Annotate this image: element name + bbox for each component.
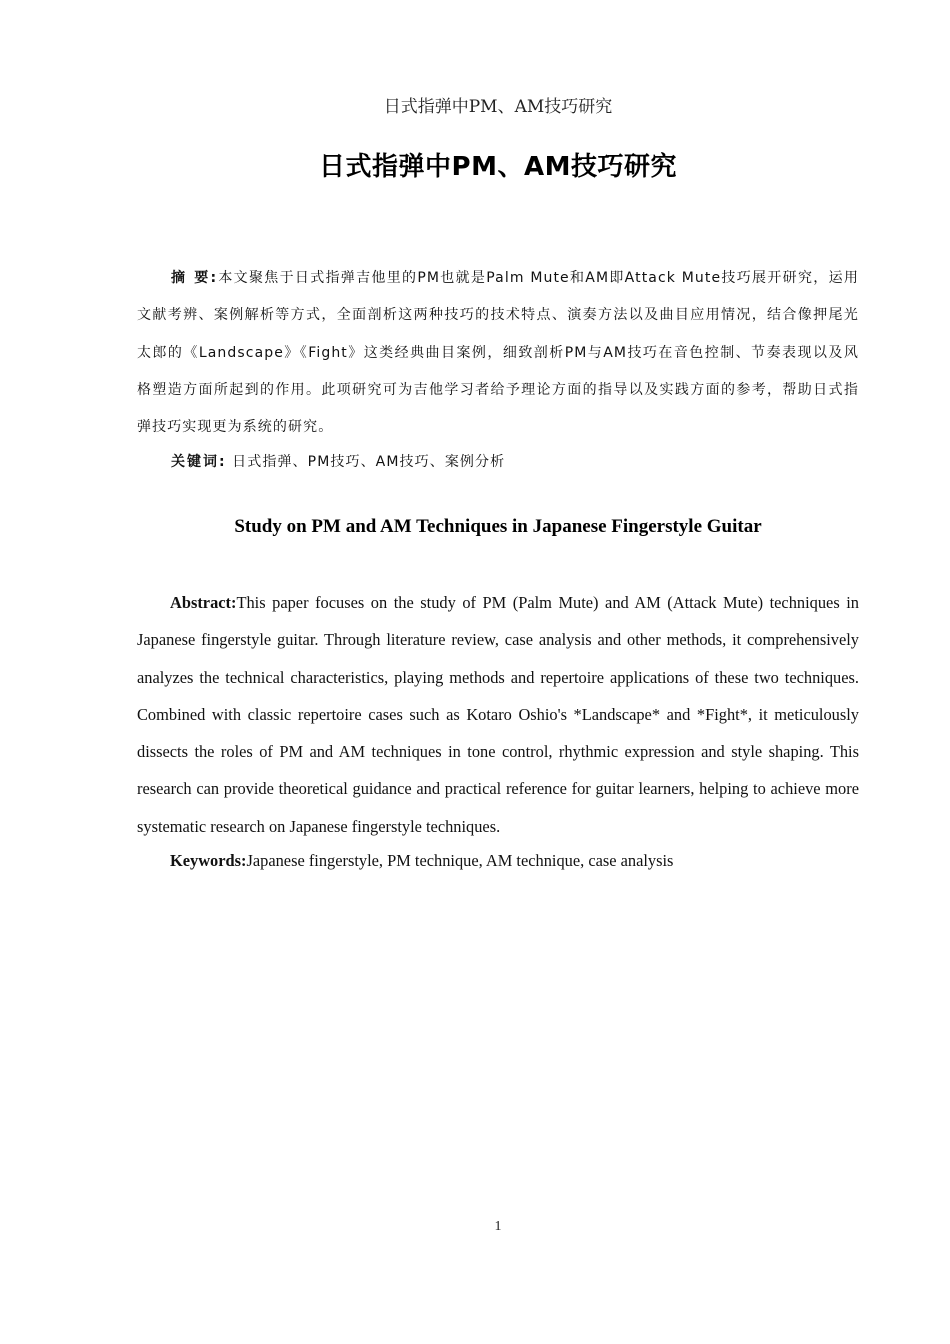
english-abstract-text: This paper focuses on the study of PM (Palm Mute) and AM (Attack Mute) techniques in Japanese fingerstyle guitar. Through literature review, case analysis and other methods, it comprehensively analyzes the technical characteristics, playing methods and repertoire applications of these two techniques. Combined with classic repertoire cases such as Kotaro Oshio's *Landscape* and *Fight*, it meticulously dissects the roles of PM and AM techniques in tone control, rhythmic expression and style shaping. This research can provide theoretical guidance and practical reference for guitar learners, helping to achieve more systematic research on Japanese fingerstyle techniques. [137,593,859,836]
chinese-keywords-label: 关键词: [171,454,227,470]
english-keywords-text: Japanese fingerstyle, PM technique, AM technique, case analysis [246,851,674,870]
english-keywords-label: Keywords: [170,851,247,870]
chinese-abstract-text: 本文聚焦于日式指弹吉他里的PM也就是Palm Mute和AM即Attack Mute技巧展开研究，运用文献考辨、案例解析等方式，全面剖析这两种技巧的技术特点、演奏方法以及曲目应用情况，结合像押尾光太郎的《Landscape》《Fight》这类经典曲目案例，细致剖析PM与AM技巧在音色控制、节奏表现以及风格塑造方面所起到的作用。此项研究可为吉他学习者给予理论方面的指导以及实践方面的参考，帮助日式指弹技巧实现更为系统的研究。 [137,270,859,436]
english-title: Study on PM and AM Techniques in Japanese Fingerstyle Guitar [234,516,762,537]
chinese-abstract-label: 摘 要: [171,270,219,286]
chinese-keywords-text: 日式指弹、PM技巧、AM技巧、案例分析 [226,454,506,470]
running-header: 日式指弹中PM、AM技巧研究 [383,97,613,117]
chinese-title: 日式指弹中PM、AM技巧研究 [319,152,677,182]
english-abstract-label: Abstract: [170,593,237,612]
english-abstract [137,584,859,845]
page-number: 1 [494,1219,502,1234]
english-keywords [170,845,860,877]
chinese-abstract [137,260,859,446]
chinese-keywords [171,446,861,478]
